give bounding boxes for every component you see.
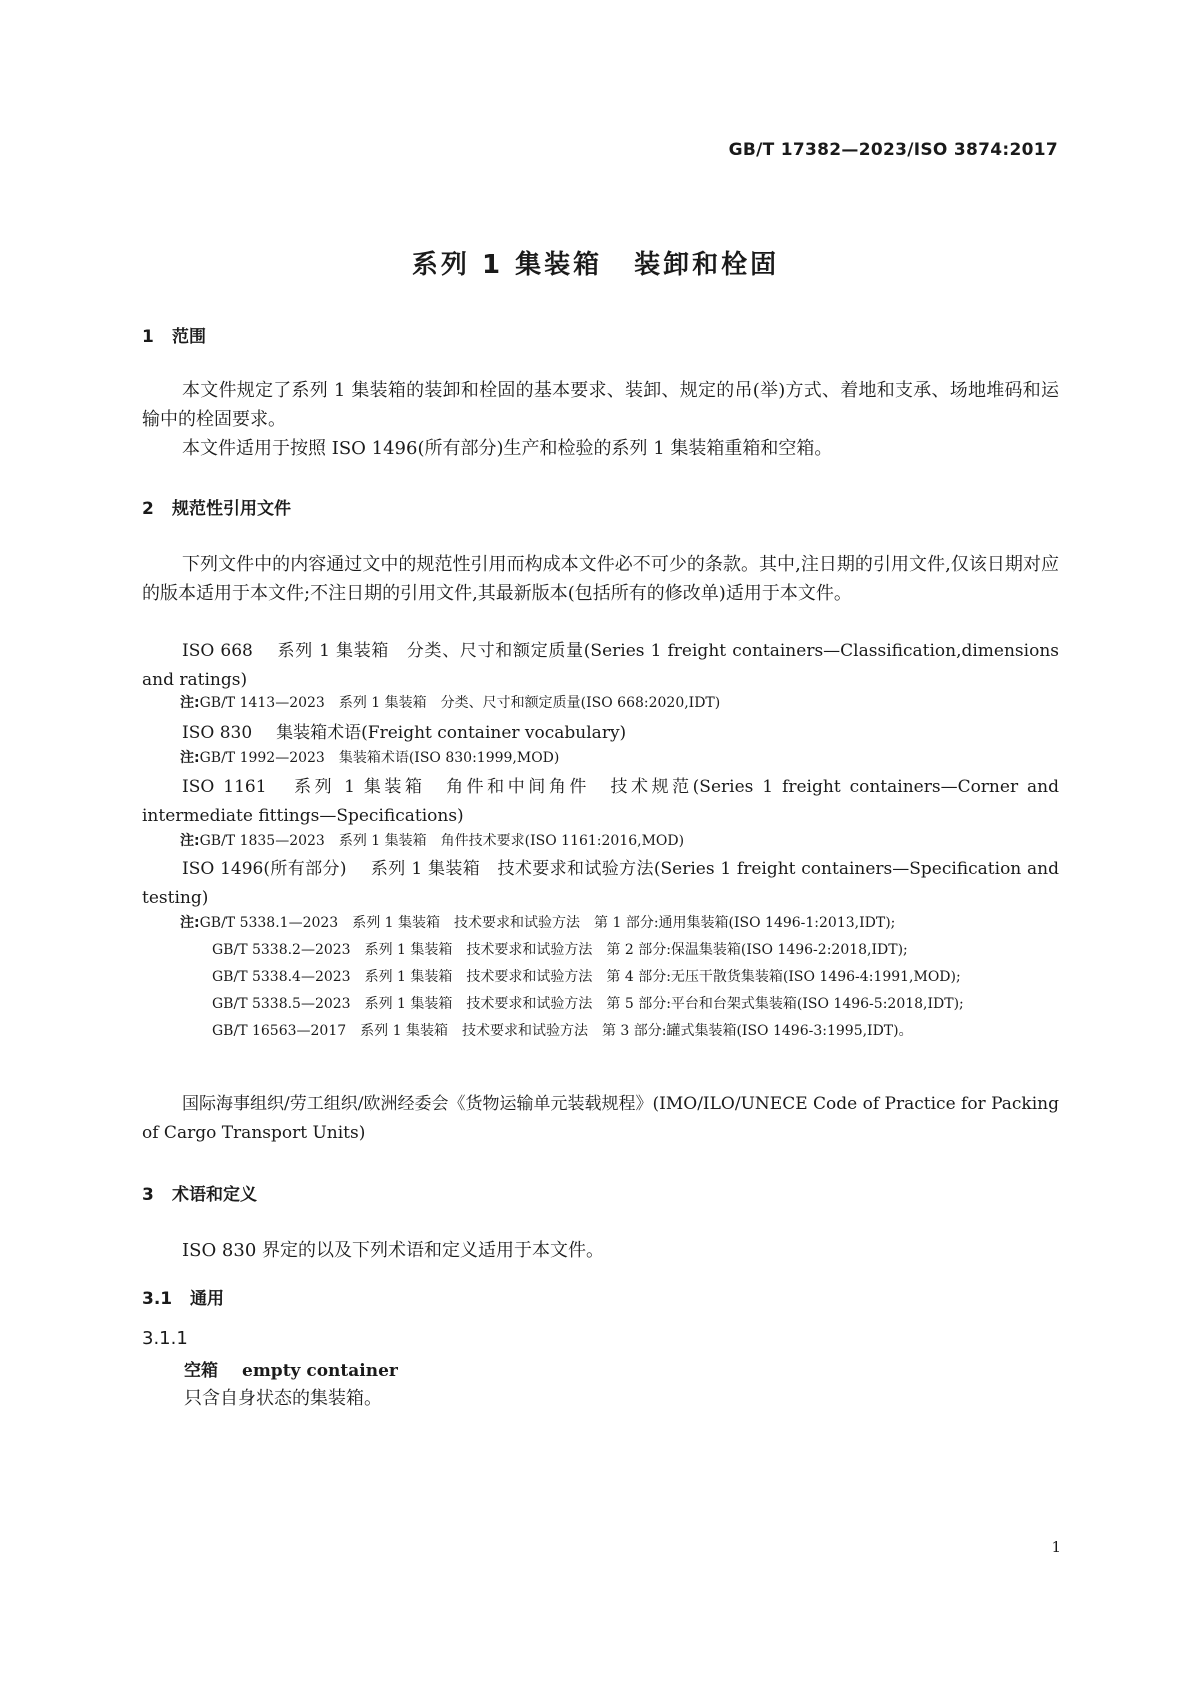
term-chinese: 空箱 <box>184 1361 218 1381</box>
section-number: 3 <box>142 1185 154 1205</box>
note-iso-1161 <box>180 828 1060 855</box>
title-part-2: 装卸和栓固 <box>634 250 780 280</box>
normative-refs-intro: 下列文件中的内容通过文中的规范性引用而构成本文件必不可少的条款。其中,注日期的引用文件,仅该日期对应的版本适用于本文件;不注日期的引用文件,其最新版本(包括所有的修改单)适用于本文件。 <box>142 554 1059 604</box>
reference-iso-1161 <box>142 773 1059 831</box>
reference-title: 系列 1 集装箱 分类、尺寸和额定质量(Series 1 freight containers—Classification,dimensions and ratings) <box>142 641 1060 690</box>
section-2-heading <box>142 494 291 519</box>
note-iso-830 <box>180 745 1060 772</box>
note-text: GB/T 5338.1—2023 系列 1 集装箱 技术要求和试验方法 第 1 部分:通用集装箱(ISO 1496-1:2013,IDT); <box>199 915 896 931</box>
reference-iso-668 <box>142 637 1059 695</box>
term-english: empty container <box>242 1361 398 1381</box>
reference-title: 国际海事组织/劳工组织/欧洲经委会《货物运输单元装载规程》(IMO/ILO/UNECE Code of Practice for Packing of Cargo Transport Units) <box>142 1094 1059 1143</box>
note-text: GB/T 5338.2—2023 系列 1 集装箱 技术要求和试验方法 第 2 部分:保温集装箱(ISO 1496-2:2018,IDT); <box>212 942 908 958</box>
note-text: GB/T 1992—2023 集装箱术语(ISO 830:1999,MOD) <box>199 750 560 766</box>
reference-title: 系列 1 集装箱 角件和中间角件 技术规范(Series 1 freight containers—Corner and intermediate fittings—Specifications) <box>142 777 1059 826</box>
note-label: 注: <box>180 833 200 849</box>
reference-imo-code <box>142 1090 1059 1148</box>
page-number: 1 <box>1051 1538 1061 1556</box>
note-iso-1496 <box>180 910 1060 1045</box>
section-title: 术语和定义 <box>172 1185 257 1205</box>
section-number: 2 <box>142 499 154 519</box>
reference-id: ISO 1161 <box>182 777 267 797</box>
scope-paragraph-1: 本文件规定了系列 1 集装箱的装卸和栓固的基本要求、装卸、规定的吊(举)方式、着地和支承、场地堆码和运输中的栓固要求。 <box>142 380 1059 430</box>
note-label: 注: <box>180 915 200 931</box>
reference-title: 集装箱术语(Freight container vocabulary) <box>276 723 627 743</box>
note-text: GB/T 5338.4—2023 系列 1 集装箱 技术要求和试验方法 第 4 部分:无压干散货集装箱(ISO 1496-4:1991,MOD); <box>212 969 961 985</box>
title-part-1: 系列 1 集装箱 <box>411 250 603 280</box>
term-entry <box>184 1356 398 1381</box>
scope-paragraph-2: 本文件适用于按照 ISO 1496(所有部分)生产和检验的系列 1 集装箱重箱和空箱。 <box>182 438 833 459</box>
term-definition: 只含自身状态的集装箱。 <box>184 1388 382 1409</box>
section-title: 规范性引用文件 <box>172 499 291 519</box>
reference-id: ISO 830 <box>182 723 253 743</box>
reference-iso-830 <box>142 719 1059 748</box>
standard-code: GB/T 17382—2023/ISO 3874:2017 <box>728 140 1058 160</box>
section-1-heading <box>142 322 206 347</box>
note-text: GB/T 16563—2017 系列 1 集装箱 技术要求和试验方法 第 3 部分:罐式集装箱(ISO 1496-3:1995,IDT)。 <box>212 1023 913 1039</box>
section-title: 范围 <box>172 327 206 347</box>
terms-intro: ISO 830 界定的以及下列术语和定义适用于本文件。 <box>182 1240 604 1261</box>
section-title: 通用 <box>190 1289 224 1309</box>
note-text: GB/T 1413—2023 系列 1 集装箱 分类、尺寸和额定质量(ISO 668:2020,IDT) <box>199 695 721 711</box>
document-title <box>0 244 1191 281</box>
subsection-3-1-heading <box>142 1284 224 1309</box>
note-text: GB/T 5338.5—2023 系列 1 集装箱 技术要求和试验方法 第 5 部分:平台和台架式集装箱(ISO 1496-5:2018,IDT); <box>212 996 964 1012</box>
note-iso-668 <box>180 690 1060 717</box>
reference-title: 系列 1 集装箱 技术要求和试验方法(Series 1 freight containers—Specification and testing) <box>142 859 1059 908</box>
section-number: 3.1 <box>142 1289 173 1309</box>
note-text: GB/T 1835—2023 系列 1 集装箱 角件技术要求(ISO 1161:2016,MOD) <box>199 833 685 849</box>
reference-id: ISO 1496(所有部分) <box>182 859 347 879</box>
note-label: 注: <box>180 750 200 766</box>
reference-iso-1496 <box>142 855 1059 913</box>
section-number: 1 <box>142 327 154 347</box>
clause-3-1-1-number: 3.1.1 <box>142 1328 188 1349</box>
reference-id: ISO 668 <box>182 641 253 661</box>
note-label: 注: <box>180 695 200 711</box>
section-3-heading <box>142 1180 257 1205</box>
